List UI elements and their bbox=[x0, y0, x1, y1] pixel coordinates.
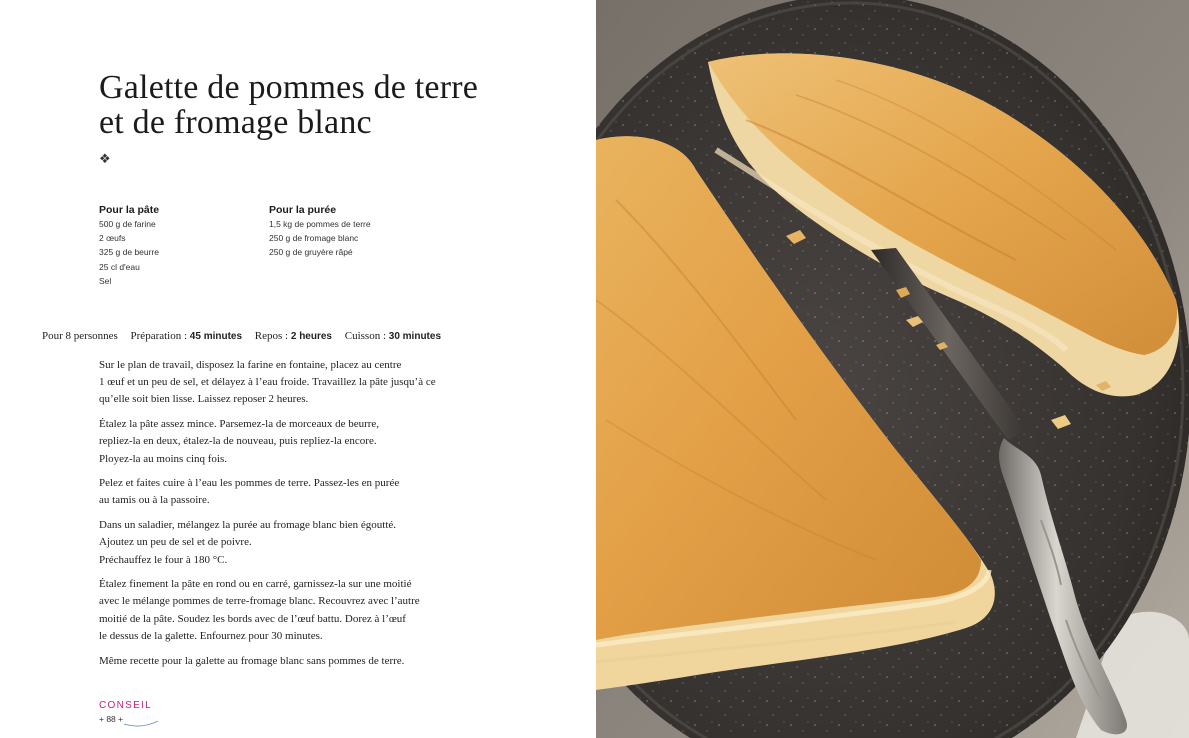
servings: Pour 8 personnes bbox=[42, 330, 118, 342]
recipe-title-line-1: Galette de pommes de terre bbox=[99, 69, 479, 106]
step-line: Ployez-la au moins cinq fois. bbox=[99, 452, 228, 465]
ingredient-item: Sel bbox=[99, 275, 112, 286]
ornament-icon: ❖ bbox=[99, 152, 111, 167]
ingredients-pate-heading: Pour la pâte bbox=[99, 204, 160, 216]
prep-label: Préparation : bbox=[130, 330, 188, 342]
cook-time: 30 minutes bbox=[388, 331, 442, 342]
ingredients-pate bbox=[99, 203, 249, 288]
ingredients-pate-list bbox=[99, 217, 249, 288]
step-line: le dessus de la galette. Enfournez pour 30 minutes. bbox=[99, 629, 323, 642]
ingredient-item: 2 œufs bbox=[99, 233, 126, 244]
swoosh-decoration bbox=[108, 718, 160, 728]
step-line: repliez-la en deux, étalez-la de nouveau, puis repliez-la encore. bbox=[99, 435, 377, 448]
step-line: Préchauffez le four à 180 °C. bbox=[99, 553, 228, 566]
step-line: Étalez la pâte assez mince. Parsemez-la de morceaux de beurre, bbox=[99, 418, 380, 431]
recipe-title bbox=[99, 70, 569, 140]
step-line: Sur le plan de travail, disposez la farine en fontaine, placez au centre bbox=[99, 359, 402, 371]
ingredient-item: 250 g de gruyère râpé bbox=[269, 247, 353, 258]
step-paragraph bbox=[99, 653, 499, 670]
ingredient-item: 250 g de fromage blanc bbox=[269, 233, 359, 244]
step-paragraph bbox=[99, 576, 499, 645]
ingredient-item: 500 g de farine bbox=[99, 219, 156, 229]
ingredient-item: 1,5 kg de pommes de terre bbox=[269, 219, 371, 229]
rest-label: Repos : bbox=[254, 330, 289, 342]
galette-photo bbox=[596, 0, 1189, 738]
step-line: au tamis ou à la passoire. bbox=[99, 494, 210, 507]
step-paragraph bbox=[99, 357, 499, 409]
step-line: avec le mélange pommes de terre-fromage blanc. Recouvrez avec l’autre bbox=[99, 595, 420, 608]
step-paragraph bbox=[99, 475, 499, 509]
ingredients-puree-heading: Pour la purée bbox=[269, 204, 337, 216]
recipe-meta bbox=[42, 330, 441, 342]
step-line: Même recette pour la galette au fromage blanc sans pommes de terre. bbox=[99, 654, 405, 667]
recipe-steps bbox=[99, 357, 499, 677]
rest-time: 2 heures bbox=[290, 331, 332, 342]
step-line: Pelez et faites cuire à l’eau les pommes de terre. Passez-les en purée bbox=[99, 477, 400, 490]
ingredients-puree bbox=[269, 203, 469, 260]
page-number: + 88 + bbox=[99, 714, 124, 724]
step-line: Ajoutez un peu de sel et de poivre. bbox=[99, 536, 252, 549]
step-line: qu’elle soit bien lisse. Laissez reposer 2 heures. bbox=[99, 393, 309, 406]
recipe-title-line-2: et de fromage blanc bbox=[99, 104, 372, 141]
cook-label: Cuisson : bbox=[344, 330, 387, 342]
ingredient-item: 25 cl d'eau bbox=[99, 261, 140, 272]
step-line: Dans un saladier, mélangez la purée au fromage blanc bien égoutté. bbox=[99, 519, 397, 532]
conseil-label: CONSEIL bbox=[99, 700, 153, 711]
ingredients-puree-list bbox=[269, 217, 469, 260]
ingredient-item: 325 g de beurre bbox=[99, 247, 160, 258]
step-paragraph bbox=[99, 416, 499, 468]
step-line: Étalez finement la pâte en rond ou en carré, garnissez-la sur une moitié bbox=[99, 578, 412, 591]
step-line: moitié de la pâte. Soudez les bords avec de l’œuf battu. Dorez à l’œuf bbox=[99, 612, 406, 625]
step-paragraph bbox=[99, 517, 499, 569]
step-line: 1 œuf et un peu de sel, et délayez à l’eau froide. Travaillez la pâte jusqu’à ce bbox=[99, 376, 436, 389]
prep-time: 45 minutes bbox=[189, 331, 243, 342]
